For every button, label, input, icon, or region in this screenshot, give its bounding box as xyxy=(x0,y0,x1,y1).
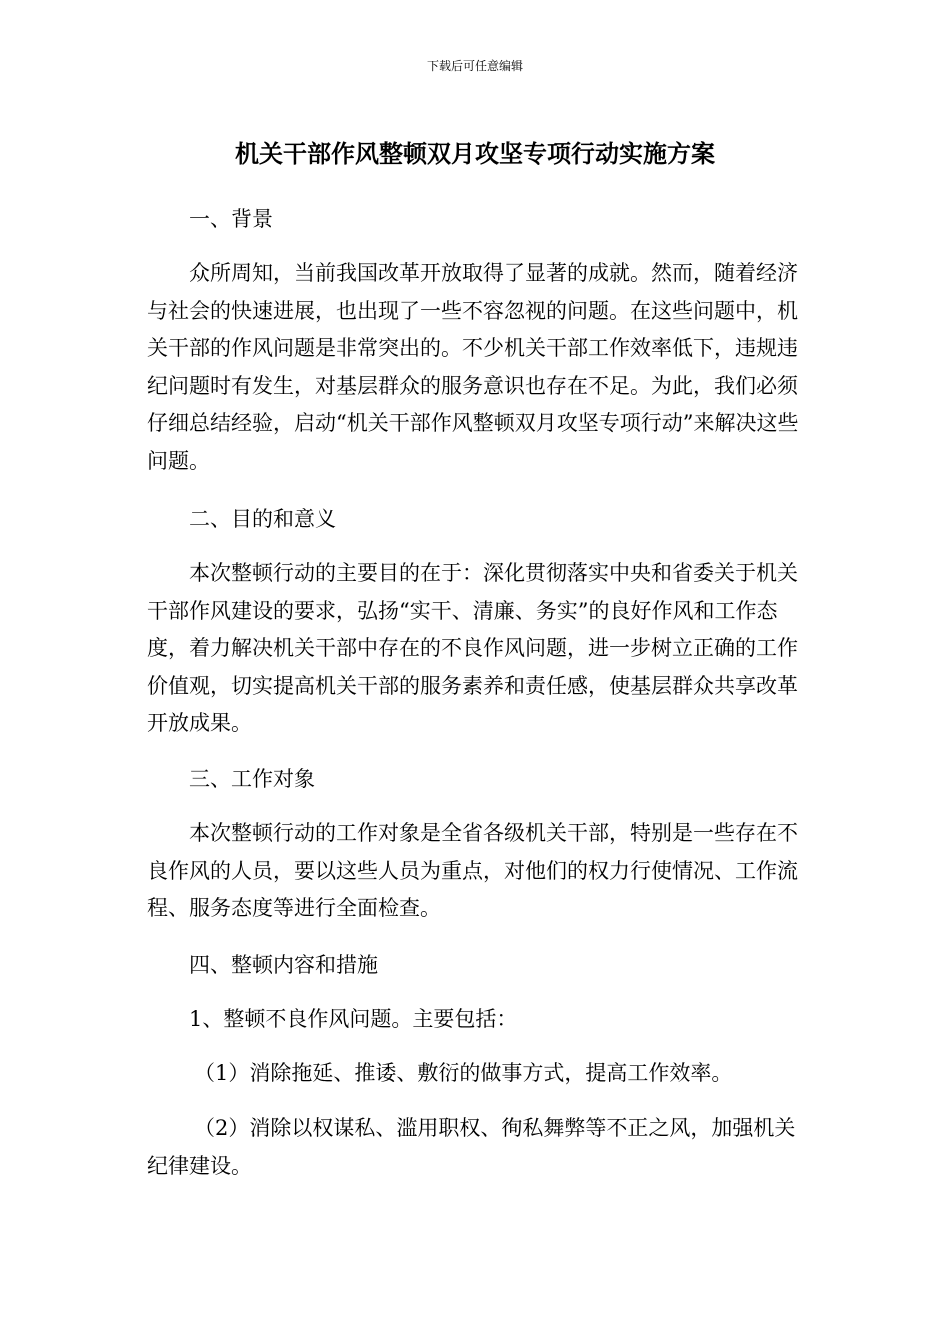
section-targets-body xyxy=(147,815,809,928)
measures-item-1 xyxy=(147,1001,809,1039)
measures-item-1-sub-2 xyxy=(147,1110,809,1185)
section-purpose-body xyxy=(147,555,809,743)
header-note: 下载后可任意编辑 xyxy=(426,59,523,73)
section-background-body xyxy=(147,255,809,480)
paragraph-purpose: 本次整顿行动的主要目的在于：深化贯彻落实中央和省委关于机关干部作风建设的要求，弘扬“实干、清廉、务实”的良好作风和工作态度，着力解决机关干部中存在的不良作风问题，进一步树立正确的工作价值观，切实提高机关干部的服务素养和责任感，使基层群众共享改革开放成果。 xyxy=(147,561,798,735)
section-measures xyxy=(147,947,809,985)
measures-item-1-sub-1 xyxy=(147,1055,809,1093)
section-heading-measures: 四、整顿内容和措施 xyxy=(189,953,378,977)
section-purpose xyxy=(147,501,809,539)
list-item: 1、整顿不良作风问题。主要包括： xyxy=(189,1007,518,1031)
section-heading-background: 一、背景 xyxy=(189,207,273,231)
section-heading-purpose: 二、目的和意义 xyxy=(189,507,336,531)
list-item: （2）消除以权谋私、滥用职权、徇私舞弊等不正之风，加强机关纪律建设。 xyxy=(147,1116,796,1178)
paragraph-background: 众所周知，当前我国改革开放取得了显著的成就。然而，随着经济与社会的快速进展，也出现了一些不容忽视的问题。在这些问题中，机关干部的作风问题是非常突出的。不少机关干部工作效率低下，违规违纪问题时有发生，对基层群众的服务意识也存在不足。为此，我们必须仔细总结经验，启动“机关干部作风整顿双月攻坚专项行动”来解决这些问题。 xyxy=(147,261,799,473)
section-background xyxy=(147,201,809,239)
section-heading-targets: 三、工作对象 xyxy=(189,767,315,791)
document-title: 机关干部作风整顿双月攻坚专项行动实施方案 xyxy=(235,140,715,168)
list-item: （1）消除拖延、推诿、敷衍的做事方式，提高工作效率。 xyxy=(194,1061,733,1085)
section-targets xyxy=(147,761,809,799)
paragraph-targets: 本次整顿行动的工作对象是全省各级机关干部，特别是一些存在不良作风的人员，要以这些人员为重点，对他们的权力行使情况、工作流程、服务态度等进行全面检查。 xyxy=(147,821,798,920)
